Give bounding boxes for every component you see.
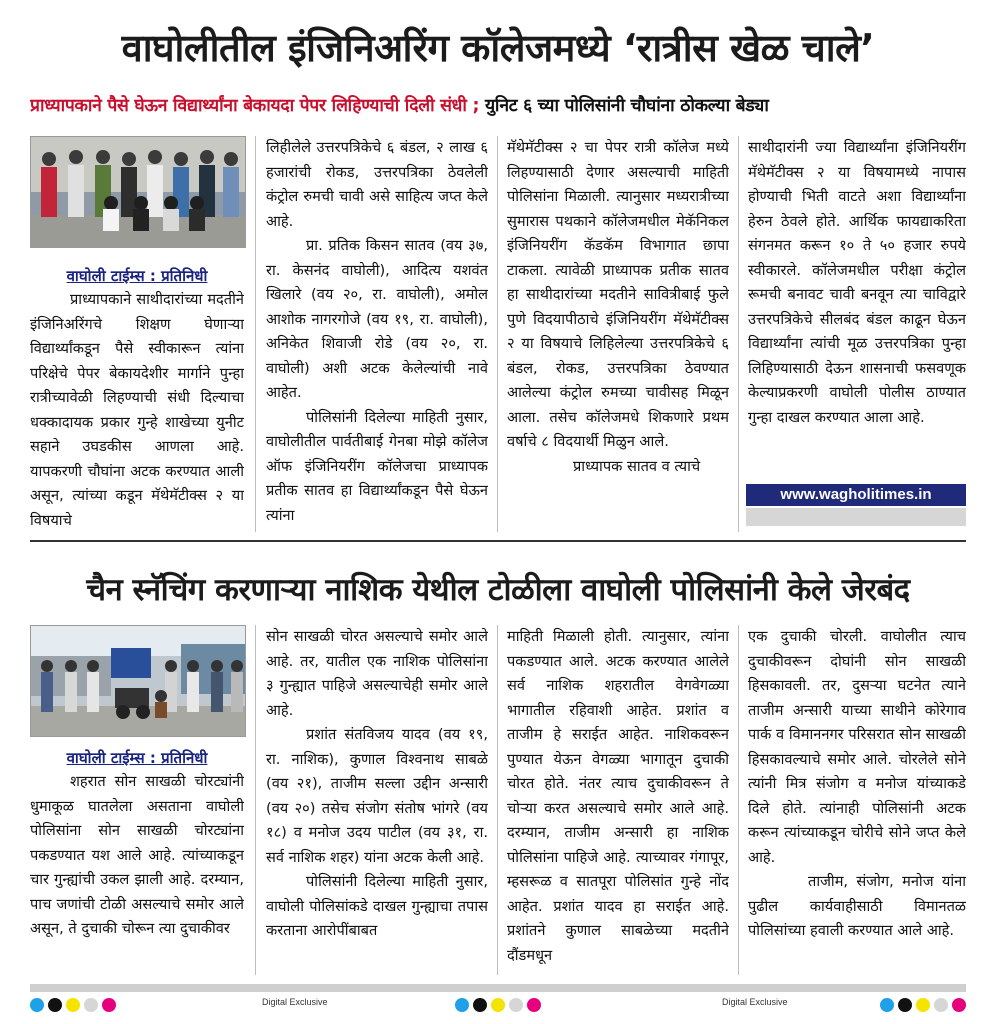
article-separator	[30, 540, 966, 542]
color-dot	[527, 998, 541, 1012]
byline: वाघोली टाईम्स : प्रतिनिधी	[66, 749, 208, 767]
article-1-subheadline	[30, 93, 972, 119]
paragraph: प्राध्यापक सातव व त्याचे	[573, 457, 701, 475]
color-dot	[952, 998, 966, 1012]
color-registration-dots	[30, 998, 116, 1012]
paragraph: लिहीलेले उत्तरपत्रिकेचे ६ बंडल, २ लाख ६ हजारांची रोकड, उत्तरपत्रिका ठेवलेली कंट्रोल रुमची चावी असे साहित्य जप्त केले आहे.	[266, 139, 488, 230]
color-dot	[48, 998, 62, 1012]
color-dot	[30, 998, 44, 1012]
column-divider	[255, 136, 256, 532]
police-with-accused-photo	[31, 626, 245, 736]
paragraph: एक दुचाकी चोरली. वाघोलीत त्याच दुचाकीवरून दोघांनी सोन साखळी हिसकावली. तर, दुसऱ्या घटनेत त्याने ताजीम अन्सारी याच्या साथीने कोरेगाव पार्क व विमाननगर परिसरात सोन साखळी हिसकावल्याचे समोर आले. चोरलेले सोने त्यांनी मित्र संजोग व मनोज यांच्याकडे दिले होते. त्यांनाही पोलिसांनी अटक करून त्यांच्याकडून चोरीचे सोने जप्त केले आहे.	[748, 628, 966, 866]
byline: वाघोली टाईम्स : प्रतिनिधी	[66, 267, 208, 285]
color-dot	[102, 998, 116, 1012]
column-divider	[497, 136, 498, 532]
color-dot	[84, 998, 98, 1012]
article-1-headline: वाघोलीतील इंजिनिअरिंग कॉलेजमध्ये ‘रात्रीस खेळ चाले’	[121, 26, 875, 70]
website-banner[interactable]: www.wagholitimes.in	[746, 484, 966, 506]
paragraph: साथीदारांनी ज्या विद्यार्थ्यांना इंजिनियरींग मॅथेमॅटीक्स २ या विषयामध्ये नापास होण्याची भिती वाटते अशा विद्यार्थ्यांना हेरुन ठेवले होते. आर्थिक फायद्याकरिता संगनमत करून १० ते ५० हजार रुपये स्वीकारले. कॉलेजमधील परीक्षा कंट्रोल रूमची बनावट चावी बनवून त्या चाविद्वारे उत्तरपत्रिकेचे सीलबंद बंडल काढून घेऊन विद्यार्थ्यांना त्यांची मूळ उत्तरपत्रिका पुन्हा लिहिण्यासाठी देऊन शासनाची फसवणूक केल्याप्रकरणी वाघोली पोलीस ठाण्यात गुन्हा दाखल करण्यात आला आहे.	[748, 139, 966, 426]
paragraph: ताजीम, संजोग, मनोज यांना पुढील कार्यवाहीसाठी विमानतळ पोलिसांच्या हवाली करण्यात आले आहे.	[748, 873, 966, 939]
column-divider	[497, 625, 498, 975]
column-divider	[255, 625, 256, 975]
article-1-column-4	[748, 136, 966, 482]
grey-strip	[746, 508, 966, 526]
article-1-column-2	[266, 136, 488, 532]
paragraph: प्रा. प्रतिक किसन सातव (वय ३७, रा. केसनंद वाघोली), आदित्य यशवंत खिलारे (वय २०, रा. वाघोली), अमोल आशोक नागरगोजे (वय १९, रा. वाघोली), अनिकेत शिवाजी रोडे (वय २०, रा. वाघोली) अशी अटक केलेल्यांची नावे आहेत.	[266, 237, 488, 401]
paragraph: माहिती मिळाली होती. त्यानुसार, त्यांना पकडण्यात आले. अटक करण्यात आलेले सर्व नाशिक शहरातील वेगवेगळ्या भागातील रहिवाशी आहेत. प्रशांत व ताजीम हे सराईत आहेत. नाशिकवरून पुण्यात येऊन वेगळ्या भागातून दुचाकी चोरत होते. नंतर त्याच दुचाकीवरून ते चोऱ्या करत असल्याचे समोर आले आहे. दरम्यान, ताजीम अन्सारी हा नाशिक पोलिसांना पाहिजे आहे. त्याच्यावर गंगापूर, म्हसरूळ व सातपूरा पोलिसांत गुन्हे नोंद आहेत. प्रशांत यादव हा सराईत आहे. प्रशांतने कुणाल साबळेच्या मदतीने दौंडमधून	[507, 628, 729, 964]
arrested-group-photo	[31, 137, 245, 247]
footer-bar	[30, 984, 966, 992]
color-dot	[491, 998, 505, 1012]
article-2-column-4	[748, 625, 966, 975]
article-2-photo	[30, 625, 246, 737]
color-dot	[916, 998, 930, 1012]
color-dot	[473, 998, 487, 1012]
article-2	[0, 548, 996, 983]
paragraph: पोलिसांनी दिलेल्या माहिती नुसार, वाघोली पोलिसांकडे दाखल गुन्ह्याचा तपास करताना आरोपींबाबत	[266, 873, 488, 939]
subheadline-black-part: युनिट ६ च्या पोलिसांनी चौघांना ठोकल्या बेड्या	[479, 96, 769, 116]
article-1-column-1	[30, 264, 244, 532]
color-registration-dots	[455, 998, 541, 1012]
paragraph: शहरात सोन साखळी चोरट्यांनी धुमाकूळ घातलेला असताना वाघोली पोलिसांना सोन साखळी चोरट्यांना पकडण्यात यश आले आहे. त्यांच्याकडून चार गुन्ह्यांची उकल झाली आहे. दरम्यान, पाच जणांची टोळी असल्याचे समोर आले असून, ते दुचाकी चोरून त्या दुचाकीवर	[30, 773, 244, 937]
article-1-photo	[30, 136, 246, 248]
paragraph: प्राध्यापकाने साथीदारांच्या मदतीने इंजिनिअरिंगचे शिक्षण घेणाऱ्या विद्यार्थ्यांकडून पैसे स्वीकारून त्यांना परिक्षेचे पेपर बेकायदेशीर मार्गाने पुन्हा रात्रीच्यावेळी लिहण्याची संधी दिल्याचा धक्कादायक प्रकार गुन्हे शाखेच्या युनीट सहाने उघडकीस आणला आहे. यापकरणी चौघांना अटक करण्यात आली असून, त्यांच्या कडून मॅथेमॅटीक्स २ या विषयाचे	[30, 291, 244, 529]
article-2-column-2	[266, 625, 488, 975]
article-1-column-3	[507, 136, 729, 532]
paragraph: पोलिसांनी दिलेल्या माहिती नुसार, वाघोलीतील पार्वतीबाई गेनबा मोझे कॉलेज ऑफ इंजिनियरींग कॉलेजचा प्राध्यापक प्रतीक सातव हा विद्यार्थ्यांकडून पैसे घेऊन त्यांना	[266, 408, 488, 524]
color-dot	[509, 998, 523, 1012]
footer-label: Digital Exclusive	[262, 997, 328, 1007]
subheadline-red-part: प्राध्यापकाने पैसे घेऊन विद्यार्थ्यांना बेकायदा पेपर लिहिण्याची दिली संधी ;	[30, 96, 480, 116]
color-dot	[898, 998, 912, 1012]
article-2-column-1	[30, 746, 244, 976]
color-dot	[934, 998, 948, 1012]
column-divider	[738, 625, 739, 975]
color-dot	[880, 998, 894, 1012]
paragraph: सोन साखळी चोरत असल्याचे समोर आले आहे. तर, यातील एक नाशिक पोलिसांना ३ गुन्ह्यात पाहिजे असल्याचेही समोर आले आहे.	[266, 628, 488, 719]
color-dot	[455, 998, 469, 1012]
article-2-headline: चैन स्नॅचिंग करणाऱ्या नाशिक येथील टोळीला वाघोली पोलिसांनी केले जेरबंद	[86, 572, 910, 608]
footer-label: Digital Exclusive	[722, 997, 788, 1007]
paragraph: मॅथेमॅटीक्स २ चा पेपर रात्री कॉलेज मध्ये लिहण्यासाठी देणार असल्याची माहिती पोलिसांना मिळाली. त्यानुसार मध्यरात्रीच्या सुमारास पथकाने कॉलेजमधील मेकॅनिकल इंजिनियरींग कॅडकॅम विभागात छापा टाकला. त्यावेळी प्राध्यापक प्रतीक सातव हा साथीदारांच्या मदतीने सावित्रीबाई फुले पुणे विदयापीठाचे इंजिनियरींग मॅथेमॅटीक्स २ या विषयाचे लिहिलेल्या उत्तरपत्रिकेचे ६ बंडल, रोकड, उत्तरपत्रिका ठेवण्यात आलेल्या कंट्रोल रुमच्या चावीसह मिळून आला. तसेच कॉलेजमधे शिकणारे प्रथम वर्षाचे ८ विदयार्थी मिळुन आले.	[507, 139, 729, 450]
paragraph: प्रशांत संतविजय यादव (वय १९, रा. नाशिक), कुणाल विश्वनाथ साबळे (वय २१), ताजीम सल्ला उद्दीन अन्सारी (वय २०) तसेच संजोग संतोष भांगरे (वय १८) व मनोज उदय पाटील (वय ३१, रा. सर्व नाशिक शहर) यांना अटक केली आहे.	[266, 726, 488, 866]
page-footer	[0, 984, 996, 1024]
article-2-column-3	[507, 625, 729, 975]
color-dot	[66, 998, 80, 1012]
color-registration-dots	[880, 998, 966, 1012]
column-divider	[738, 136, 739, 532]
